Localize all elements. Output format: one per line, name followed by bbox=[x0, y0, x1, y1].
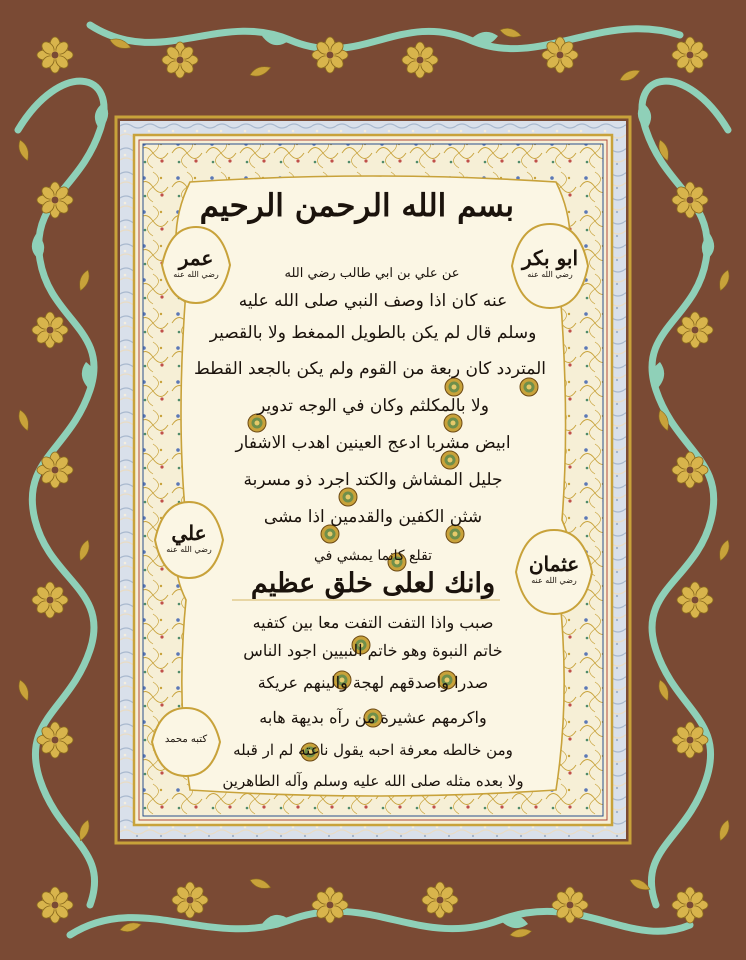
hilye-line-14: ومن خالطه معرفة احبه يقول ناعته لم ار قبله bbox=[233, 741, 513, 759]
calligrapher-signature: كتبه محمد bbox=[164, 734, 208, 745]
hilye-line-6: ابيض مشربا ادعج العينين اهدب الاشفار bbox=[235, 433, 511, 453]
basmala: بسم الله الرحمن الرحيم bbox=[199, 188, 514, 224]
medallion-umar bbox=[162, 246, 230, 279]
hilye-line-3: وسلم قال لم يكن بالطويل الممغط ولا بالقصير bbox=[209, 323, 537, 343]
medallion-name: عثمان bbox=[528, 552, 580, 576]
medallion-blessing: رضي الله عنه bbox=[531, 576, 577, 585]
hilye-line-13: واكرمهم عشيرة من رآه بديهة هابه bbox=[259, 708, 487, 727]
medallion-name: ابو بكر bbox=[521, 246, 579, 270]
hilye-line-11: خاتم النبوة وهو خاتم النبيين اجود الناس bbox=[243, 641, 503, 660]
medallion-ali bbox=[155, 521, 223, 554]
hilye-line-12: صدرا واصدقهم لهجة والينهم عريكة bbox=[257, 673, 489, 692]
medallion-abu-bakr bbox=[512, 246, 588, 279]
hilye-line-5: ولا بالمكلثم وكان في الوجه تدوير bbox=[257, 396, 489, 416]
ayah-line: وانك لعلى خلق عظيم bbox=[250, 568, 496, 599]
medallion-name: علي bbox=[171, 521, 207, 545]
hilye-line-9: تقلع كانما يمشي في bbox=[313, 548, 433, 564]
hilye-line-4: المتردد كان ربعة من القوم ولم يكن بالجعد القطط bbox=[193, 359, 546, 379]
medallion-uthman bbox=[516, 552, 592, 585]
medallion-name: عمر bbox=[178, 246, 214, 270]
hilye-line-7: جليل المشاش والكتد اجرد ذو مسربة bbox=[243, 470, 503, 490]
hilye-line-15: ولا بعده مثله صلى الله عليه وسلم وآله الطاهرين bbox=[222, 772, 524, 790]
medallion-blessing: رضي الله عنه bbox=[166, 545, 212, 554]
medallion-blessing: رضي الله عنه bbox=[173, 270, 219, 279]
hilye-line-1: عن علي بن ابي طالب رضي الله bbox=[284, 266, 460, 281]
medallion-blessing: رضي الله عنه bbox=[527, 270, 573, 279]
hilye-line-2: عنه كان اذا وصف النبي صلى الله عليه bbox=[238, 291, 508, 311]
hilye-line-8: شثن الكفين والقدمين اذا مشى bbox=[263, 507, 483, 527]
hilye-line-10: صبب واذا التفت التفت معا بين كتفيه bbox=[252, 613, 494, 632]
